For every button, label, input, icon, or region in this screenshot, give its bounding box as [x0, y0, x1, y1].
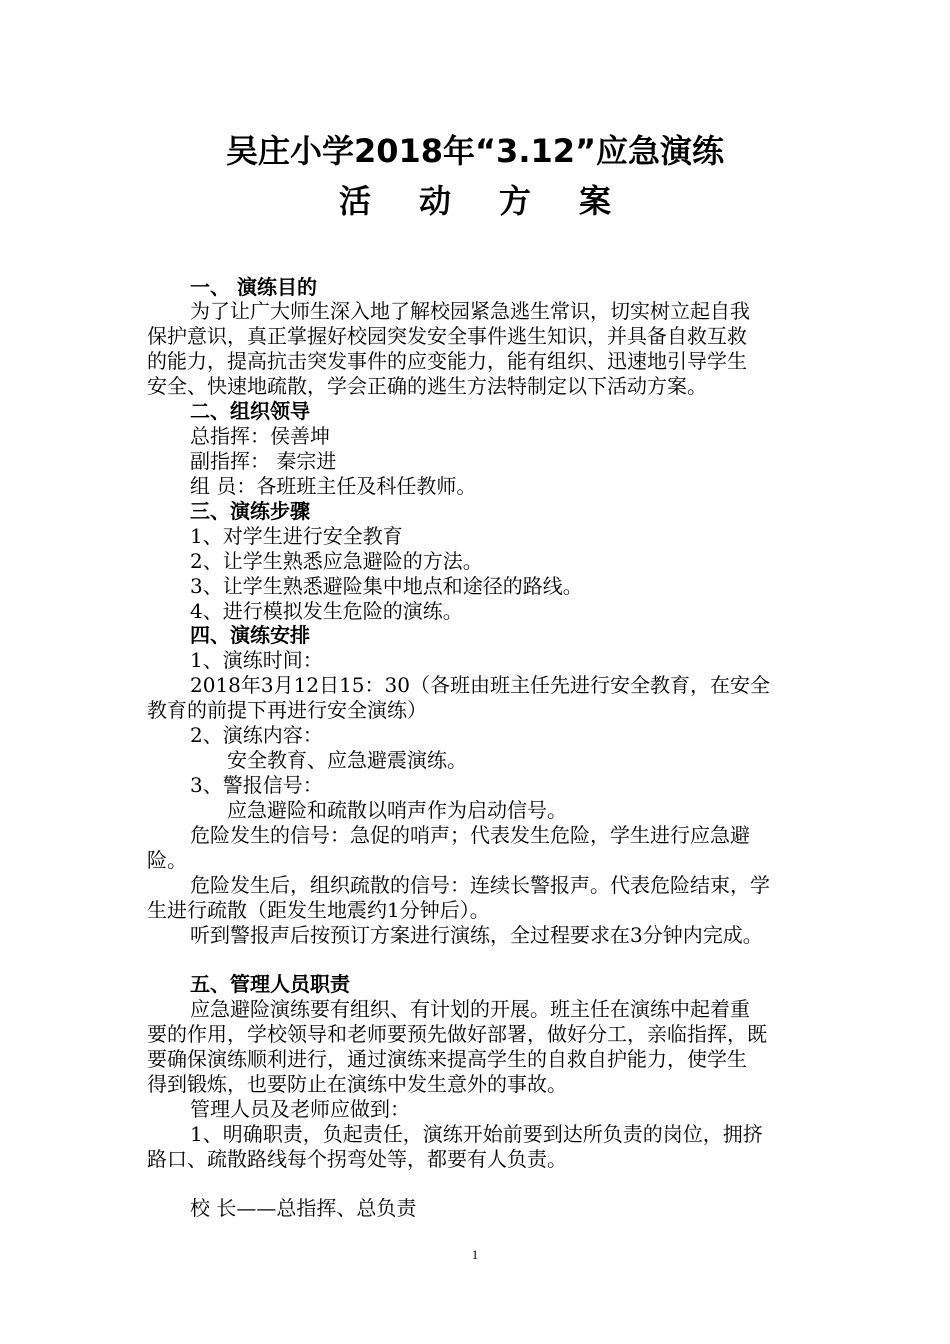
paragraph-line: 管理人员及老师应做到： — [190, 1097, 410, 1121]
page-number: 1 — [471, 1247, 479, 1262]
paragraph-line: 组 员：各班班主任及科任教师。 — [190, 474, 477, 498]
paragraph-line: 副指挥： 秦宗进 — [190, 449, 337, 473]
paragraph-line: 1、明确职责，负起责任，演练开始前要到达所负责的岗位，拥挤 — [190, 1122, 763, 1146]
paragraph-line: 险。 — [147, 848, 187, 872]
section-heading-5: 五、管理人员职责 — [190, 972, 350, 996]
section-heading-4: 四、演练安排 — [190, 623, 310, 647]
paragraph-line: 路口、疏散路线每个拐弯处等，都要有人负责。 — [147, 1147, 567, 1171]
paragraph-line: 3、警报信号： — [190, 773, 323, 797]
list-item: 2、让学生熟悉应急避险的方法。 — [190, 549, 483, 573]
list-item: 4、进行模拟发生危险的演练。 — [190, 599, 463, 623]
list-item: 3、让学生熟悉避险集中地点和途径的路线。 — [190, 574, 583, 598]
paragraph-line: 保护意识，真正掌握好校园突发安全事件逃生知识，并具备自救互救 — [147, 324, 747, 348]
section-heading-3: 三、演练步骤 — [190, 499, 310, 523]
paragraph-line: 要确保演练顺利进行，通过演练来提高学生的自救自护能力，使学生 — [147, 1047, 747, 1071]
paragraph-line: 安全教育、应急避震演练。 — [227, 748, 467, 772]
paragraph-line: 生进行疏散（距发生地震约1分钟后）。 — [147, 898, 490, 922]
paragraph-line: 应急避险演练要有组织、有计划的开展。班主任在演练中起着重 — [190, 997, 750, 1021]
paragraph-line: 1、演练时间： — [190, 648, 323, 672]
paragraph-line: 应急避险和疏散以哨声作为启动信号。 — [227, 798, 567, 822]
paragraph-line: 2、演练内容： — [190, 723, 323, 747]
paragraph-line: 总指挥：侯善坤 — [190, 424, 330, 448]
document-subtitle: 活动方案 — [338, 182, 659, 220]
section-heading-2: 二、组织领导 — [190, 399, 310, 423]
document-title: 吴庄小学2018年“3.12”应急演练 — [225, 132, 725, 170]
paragraph-line: 2018年3月12日15：30（各班由班主任先进行安全教育，在安全 — [190, 673, 770, 697]
paragraph-line: 安全、快速地疏散，学会正确的逃生方法特制定以下活动方案。 — [147, 374, 707, 398]
paragraph-line: 要的作用，学校领导和老师要预先做好部署，做好分工，亲临指挥，既 — [147, 1022, 767, 1046]
paragraph-line: 危险发生的信号：急促的哨声；代表发生危险，学生进行应急避 — [190, 823, 750, 847]
section-heading-1: 一、 演练目的 — [190, 275, 317, 299]
paragraph-line: 危险发生后，组织疏散的信号：连续长警报声。代表危险结束，学 — [190, 873, 770, 897]
paragraph-line: 校 长——总指挥、总负责 — [190, 1196, 417, 1220]
paragraph-line: 得到锻炼，也要防止在演练中发生意外的事故。 — [147, 1072, 567, 1096]
list-item: 1、对学生进行安全教育 — [190, 524, 403, 548]
paragraph-line: 的能力，提高抗击突发事件的应变能力，能有组织、迅速地引导学生 — [147, 349, 747, 373]
paragraph-line: 教育的前提下再进行安全演练） — [147, 698, 427, 722]
paragraph-line: 听到警报声后按预订方案进行演练，全过程要求在3分钟内完成。 — [190, 923, 763, 947]
paragraph-line: 为了让广大师生深入地了解校园紧急逃生常识，切实树立起自我 — [190, 299, 750, 323]
